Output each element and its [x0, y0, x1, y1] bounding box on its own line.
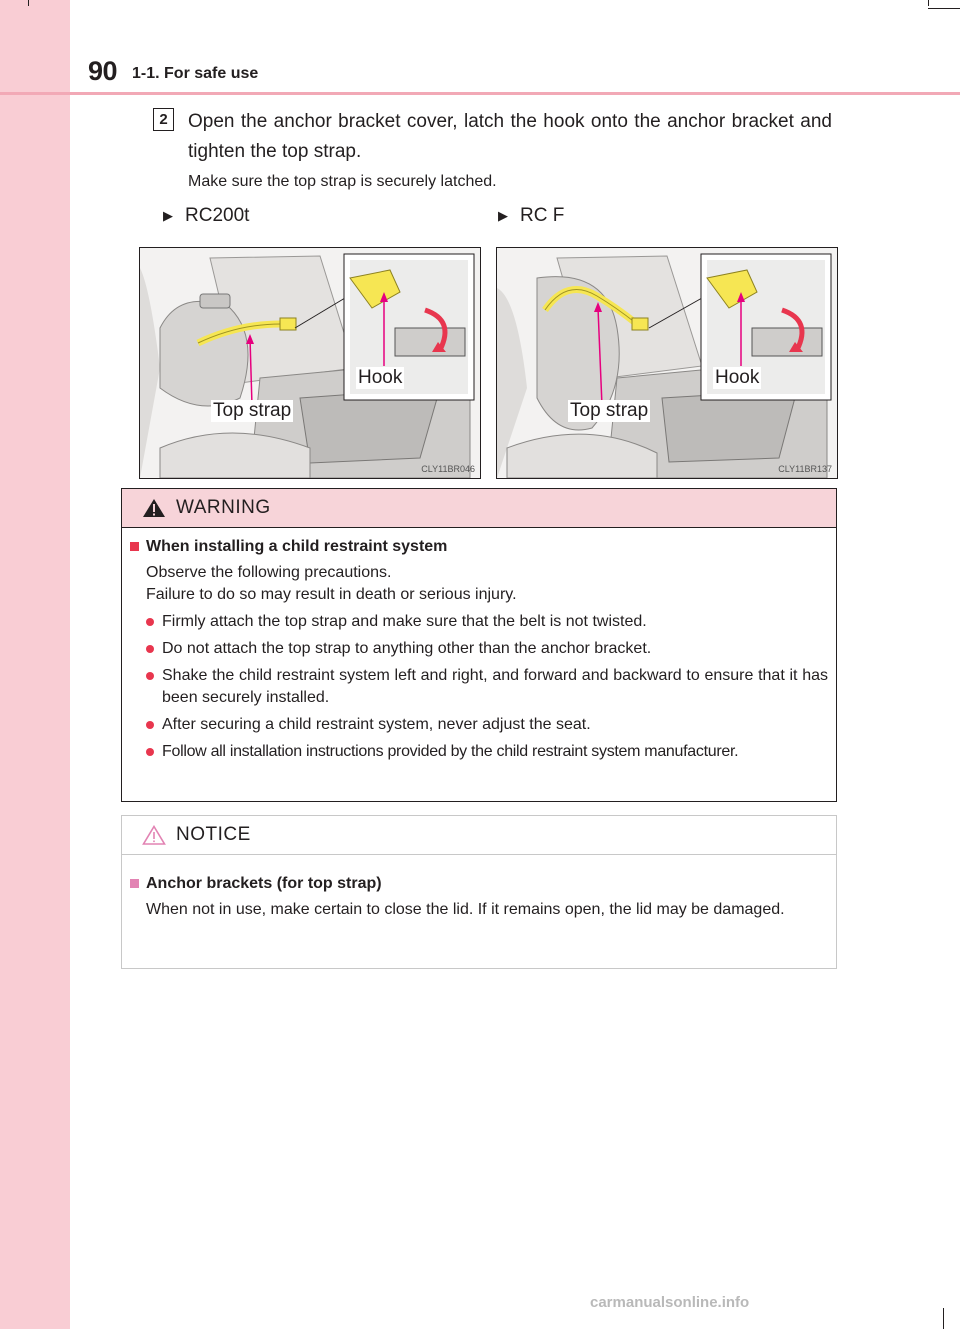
figure-code: CLY11BR137 [778, 464, 832, 474]
notice-title-text: Anchor brackets (for top strap) [146, 875, 382, 892]
crop-mark-top-right [928, 0, 929, 6]
section-title: 1-1. For safe use [132, 65, 259, 82]
round-bullet-icon [146, 748, 154, 756]
notice-triangle-icon [142, 825, 166, 845]
round-bullet-icon [146, 721, 154, 729]
warning-title [130, 538, 828, 556]
variant-text: RC F [520, 205, 565, 226]
warning-box [121, 488, 837, 802]
warning-bullet [146, 638, 828, 660]
round-bullet-icon [146, 672, 154, 680]
crop-mark-top-left [28, 0, 29, 6]
variant-label-rc200t [163, 205, 249, 227]
callout-top-strap: Top strap [570, 400, 649, 421]
warning-bullet [146, 714, 828, 736]
warning-header [122, 489, 836, 528]
warning-intro-2: Failure to do so may result in death or serious injury. [146, 586, 517, 603]
step-number-badge: 2 [153, 108, 174, 131]
seat-illustration-rcf [497, 248, 837, 478]
warning-bullet [146, 741, 828, 763]
notice-heading: NOTICE [176, 824, 251, 845]
triangle-bullet-icon: ▶ [498, 208, 508, 223]
crop-mark-bottom [943, 1308, 944, 1329]
page-number: 90 [88, 56, 118, 86]
warning-heading: WARNING [176, 497, 271, 518]
figure-rcf [496, 247, 838, 479]
warning-triangle-icon [142, 498, 166, 518]
square-bullet-icon [130, 879, 139, 888]
step-instruction: Open the anchor bracket cover, latch the hook onto the anchor bracket and tighten the top strap. [188, 111, 832, 162]
page-side-band [0, 0, 70, 1329]
callout-top-strap: Top strap [213, 400, 292, 421]
warning-bullet-text: Firmly attach the top strap and make sure that the belt is not twisted. [162, 613, 647, 630]
notice-title [130, 875, 828, 893]
triangle-bullet-icon: ▶ [163, 208, 173, 223]
variant-text: RC200t [185, 205, 250, 226]
warning-bullet-text: Do not attach the top strap to anything other than the anchor bracket. [162, 640, 652, 657]
variant-label-rcf [498, 205, 564, 227]
round-bullet-icon [146, 618, 154, 626]
warning-title-text: When installing a child restraint system [146, 538, 448, 555]
notice-box [121, 815, 837, 969]
notice-header [122, 816, 836, 855]
square-bullet-icon [130, 542, 139, 551]
warning-bullet-text: Follow all installation instructions provided by the child restraint system manufacturer. [162, 743, 739, 760]
callout-hook: Hook [358, 367, 403, 388]
warning-bullet-text: After securing a child restraint system, never adjust the seat. [162, 716, 591, 733]
seat-illustration-rc200t [140, 248, 480, 478]
warning-bullet [146, 611, 828, 633]
crop-mark-right [928, 8, 960, 9]
notice-text: When not in use, make certain to close the lid. If it remains open, the lid may be damaged. [146, 901, 785, 918]
watermark-text: carmanualsonline.info [590, 1294, 750, 1311]
header-rule [0, 92, 960, 95]
callout-hook: Hook [715, 367, 760, 388]
step-note: Make sure the top strap is securely latched. [188, 173, 497, 190]
warning-intro-1: Observe the following precautions. [146, 564, 392, 581]
figure-code: CLY11BR046 [421, 464, 475, 474]
round-bullet-icon [146, 645, 154, 653]
warning-bullet [146, 665, 828, 709]
warning-bullet-text: Shake the child restraint system left and right, and forward and backward to ensure that it has been securely installed. [162, 667, 828, 706]
figure-rc200t [139, 247, 481, 479]
